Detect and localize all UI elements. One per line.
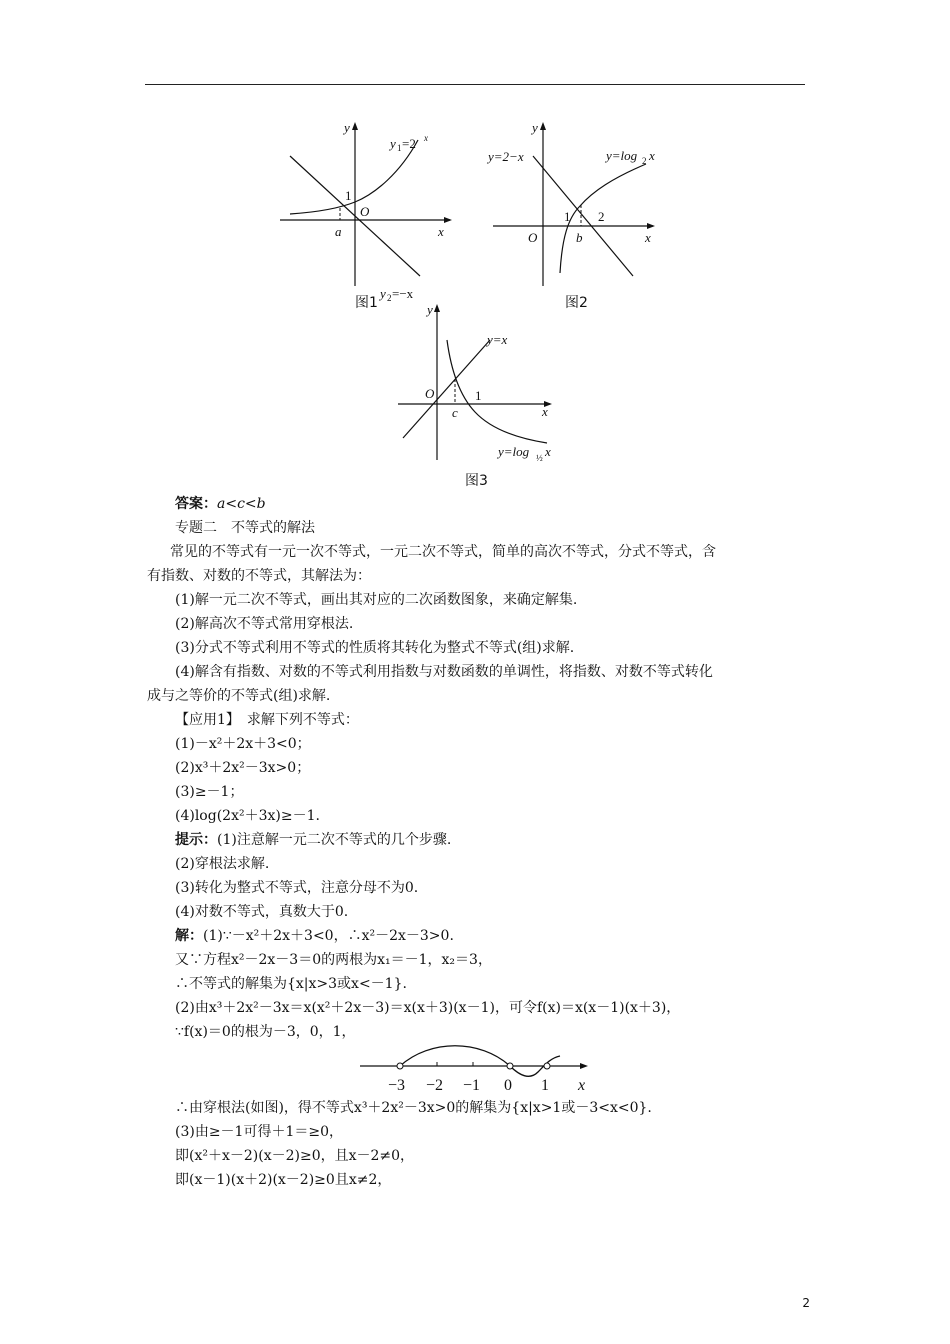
fig2-origin-label: O xyxy=(528,230,538,245)
numline-label-neg1: −1 xyxy=(463,1077,481,1094)
solution-3: ∴不等式的解集为{x|x>3或x<－1}. xyxy=(175,976,407,992)
method-4a: (4)解含有指数、对数的不等式利用指数与对数函数的单调性，将指数、对数不等式转化 xyxy=(175,664,713,680)
numline-label-0: 0 xyxy=(504,1077,512,1094)
solution-5: ∵f(x)＝0的根为－3，0，1， xyxy=(175,1024,356,1040)
fig3-log-sub: ½ xyxy=(536,453,543,463)
application-heading: 【应用1】 求解下列不等式： xyxy=(175,712,359,728)
sign-chart-svg xyxy=(360,1044,620,1096)
answer-line xyxy=(175,492,815,516)
hint-label: 提示： xyxy=(175,832,217,848)
figure-2-graph xyxy=(488,118,668,288)
fig2-log-x: x xyxy=(649,148,655,163)
fig1-y2-sub: 2 xyxy=(387,293,392,303)
fig3-line-label: y=x xyxy=(487,332,508,347)
solution-label: 解： xyxy=(175,928,203,944)
topic-heading: 专题二 不等式的解法 xyxy=(175,520,315,536)
fig2-y-label: y xyxy=(532,120,538,135)
numline-label-neg3: −3 xyxy=(388,1077,406,1094)
fig1-y1-sup: x xyxy=(424,133,428,143)
fig2-log-label: y=log xyxy=(606,148,638,163)
document-body xyxy=(147,492,815,1192)
fig1-y1-label: y xyxy=(390,136,396,151)
fig1-y2-label: y xyxy=(380,286,386,301)
figure-2-caption: 图2 xyxy=(565,295,588,311)
fig1-a-label: a xyxy=(335,224,342,239)
fig3-y-label: y xyxy=(427,302,433,317)
figure-3-caption: 图3 xyxy=(465,473,488,489)
solution-1: (1)∵－x²＋2x＋3<0，∴x²－2x－3>0. xyxy=(203,928,454,944)
hint-3: (3)转化为整式不等式，注意分母不为0. xyxy=(175,880,419,896)
hint-2: (2)穿根法求解. xyxy=(175,856,270,872)
solution-1-line xyxy=(175,924,815,948)
fig1-one-label: 1 xyxy=(345,188,352,203)
question-3: (3)≥－1； xyxy=(175,784,244,800)
method-3: (3)分式不等式利用不等式的性质将其转化为整式不等式(组)求解. xyxy=(175,640,575,656)
answer-label: 答案： xyxy=(175,496,217,512)
solution-6: ∴由穿根法(如图)，得不等式x³＋2x²－3x>0的解集为{x|x>1或－3<x<0}. xyxy=(175,1100,652,1116)
numline-label-1: 1 xyxy=(541,1077,549,1094)
method-1: (1)解一元二次不等式，画出其对应的二次函数图象，来确定解集. xyxy=(175,592,578,608)
figure-1-caption: 图1 xyxy=(355,295,378,311)
fig2-two-label: 2 xyxy=(598,209,605,224)
question-2: (2)x³＋2x²－3x>0； xyxy=(175,760,311,776)
figure-3-graph xyxy=(395,300,565,465)
fig1-y1-sub: 1 xyxy=(397,143,402,153)
intro-line-2: 有指数、对数的不等式，其解法为： xyxy=(147,568,371,584)
solution-8: 即(x²＋x－2)(x－2)≥0，且x－2≠0， xyxy=(175,1148,415,1164)
method-4b: 成与之等价的不等式(组)求解. xyxy=(147,688,331,704)
fig1-y-label: y xyxy=(344,120,350,135)
fig2-line-label: y=2−x xyxy=(488,149,524,164)
solution-4: (2)由x³＋2x²－3x＝x(x²＋2x－3)＝x(x＋3)(x－1)，可令f(x)＝x(x－1)(x＋3)， xyxy=(175,1000,681,1016)
fig1-y1-eq: =2 xyxy=(402,136,416,151)
solution-2: 又∵方程x²－2x－3＝0的两根为x₁＝－1，x₂＝3， xyxy=(175,952,492,968)
hint-1-line xyxy=(175,828,815,852)
hint-1: (1)注意解一元二次不等式的几个步骤. xyxy=(217,832,452,848)
answer-text: a<c<b xyxy=(217,496,266,512)
intro-line-1: 常见的不等式有一元一次不等式，一元二次不等式，简单的高次不等式，分式不等式，含 xyxy=(170,544,716,560)
solution-7: (3)由≥－1可得＋1＝≥0， xyxy=(175,1124,344,1140)
question-4: (4)log(2x²＋3x)≥－1. xyxy=(175,808,320,824)
fig1-y2-eq: =−x xyxy=(392,286,414,301)
numline-x-label: x xyxy=(578,1077,586,1094)
fig1-x-label: x xyxy=(438,224,444,239)
fig3-log-label: y=log xyxy=(498,444,530,459)
fig2-log-sub: 2 xyxy=(642,156,647,166)
fig1-origin-label: O xyxy=(360,204,370,219)
fig3-c-label: c xyxy=(452,405,458,420)
solution-9: 即(x－1)(x＋2)(x－2)≥0且x≠2， xyxy=(175,1172,392,1188)
header-rule xyxy=(145,84,805,85)
hint-4: (4)对数不等式，真数大于0. xyxy=(175,904,349,920)
fig3-one-label: 1 xyxy=(475,388,482,403)
fig3-log-x: x xyxy=(545,444,551,459)
fig2-b-label: b xyxy=(576,230,583,245)
question-1: (1)－x²＋2x＋3<0； xyxy=(175,736,311,752)
fig2-one-label: 1 xyxy=(564,209,571,224)
page-number: 2 xyxy=(802,1296,810,1310)
numline-label-neg2: −2 xyxy=(426,1077,444,1094)
number-line-figure xyxy=(175,1044,815,1096)
method-2: (2)解高次不等式常用穿根法. xyxy=(175,616,354,632)
fig2-x-label: x xyxy=(645,230,651,245)
fig3-origin-label: O xyxy=(425,386,435,401)
fig3-x-label: x xyxy=(542,404,548,419)
